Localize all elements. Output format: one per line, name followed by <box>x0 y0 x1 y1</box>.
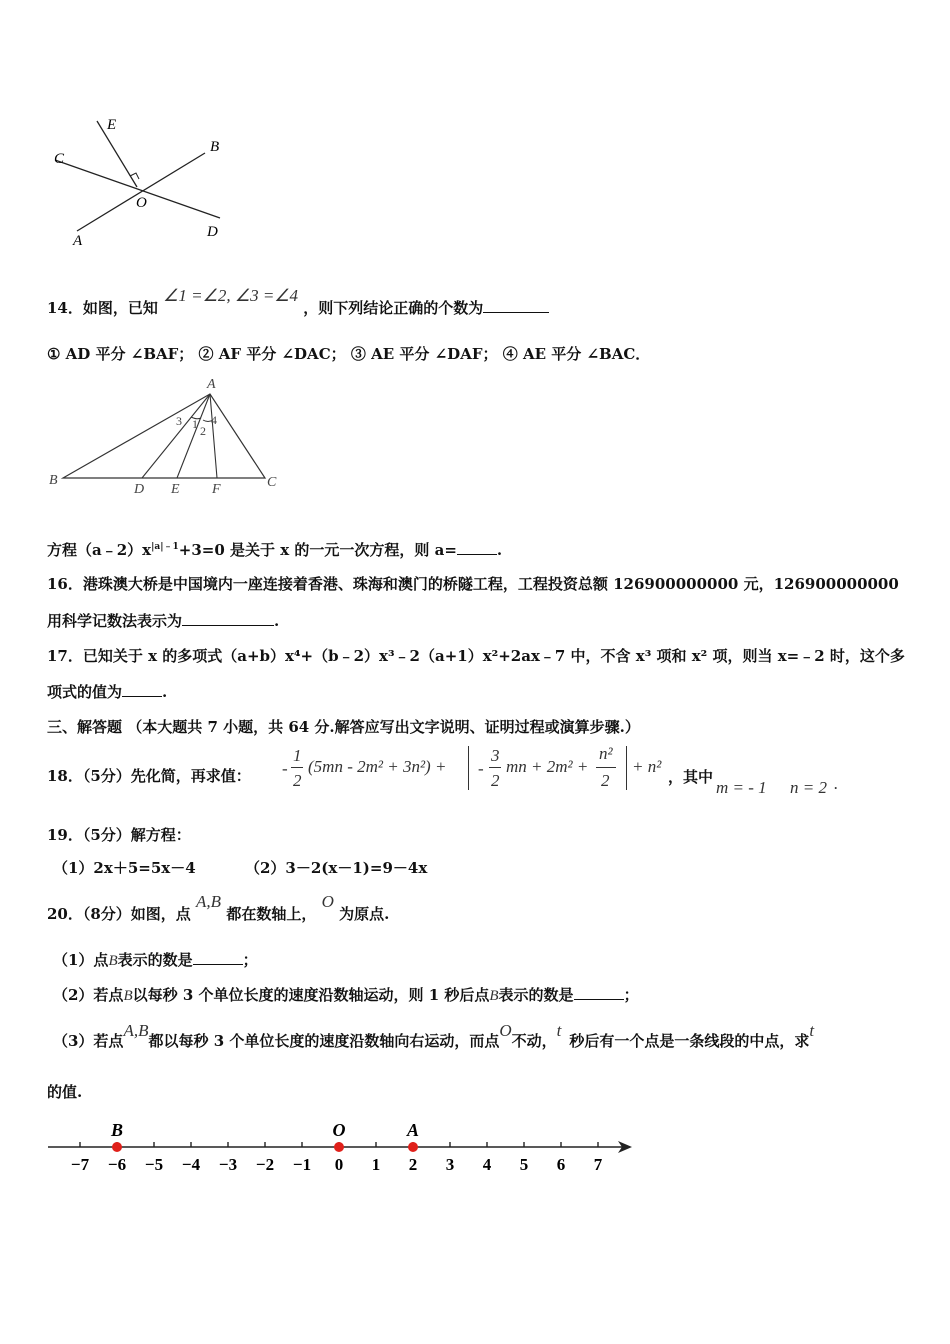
tick-label: 0 <box>334 1155 344 1174</box>
q20-part2: （2）若点B以每秒 3 个单位长度的速度沿数轴运动，则 1 秒后点B表示的数是 ； <box>53 986 639 1004</box>
angle-3: 3 <box>176 414 182 428</box>
answer-blank[interactable] <box>122 682 162 697</box>
point-label-O: O <box>332 1120 346 1140</box>
question-16: 16．港珠澳大桥是中国境内一座连接着香港、珠海和澳门的桥隧工程，工程投资总额 126900000000 元，126900000000 <box>47 575 899 593</box>
q14-condition: ∠1 =∠2, ∠3 =∠4 <box>163 286 299 305</box>
tick-label: −7 <box>70 1155 90 1174</box>
label-E: E <box>171 482 180 497</box>
label-E: E <box>107 117 117 133</box>
label-D: D <box>134 482 145 497</box>
label-D: D <box>207 224 218 240</box>
q20-part1: （1）点B表示的数是 ； <box>53 951 258 969</box>
tick-label: 4 <box>482 1155 492 1174</box>
q14-options: ① AD 平分 ∠BAF； ② AF 平分 ∠DAC； ③ AE 平分 ∠DAF； ④ AE 平分 ∠BAC． <box>47 345 651 363</box>
q19-part2: （2）3－2(x－1)=9－4x <box>245 859 428 877</box>
point-label-B: B <box>110 1120 124 1140</box>
tick-label: 2 <box>408 1155 418 1174</box>
answer-blank[interactable] <box>182 611 274 626</box>
angle-1: 1 <box>192 417 198 431</box>
tick-label: 1 <box>371 1155 381 1174</box>
label-A: A <box>73 233 83 249</box>
point-B <box>112 1142 122 1152</box>
q19-part1: （1）2x＋5=5x－4 <box>53 859 196 877</box>
point-A <box>408 1142 418 1152</box>
section-3-heading: 三、解答题 （本大题共 7 小题，共 64 分.解答应写出文字说明、证明过程或演算步骤.） <box>47 718 640 736</box>
question-18: 18．（5分）先化简，再求值： <box>47 767 251 785</box>
tick-label: −3 <box>218 1155 238 1174</box>
label-C: C <box>267 475 277 490</box>
label-O: O <box>136 195 147 211</box>
question-15: 方程$(a﹣2)x^{|a|﹣1}+3=0$ 是关于 x 的一元一次方程，则 a= . <box>47 541 503 559</box>
tick-label: −2 <box>255 1155 275 1174</box>
question-20: 20．（8分）如图，点 A,B 都在数轴上， O 为原点. <box>47 892 390 923</box>
label-B: B <box>49 473 58 488</box>
label-F: F <box>212 482 221 497</box>
label-A: A <box>207 377 216 392</box>
answer-blank[interactable] <box>457 540 497 555</box>
tick-label: 5 <box>519 1155 529 1174</box>
tick-label: −5 <box>144 1155 164 1174</box>
question-16-line2: 用科学记数法表示为 . <box>47 612 280 630</box>
label-C: C <box>54 151 65 167</box>
answer-blank[interactable] <box>193 950 243 965</box>
angle-4: 4 <box>211 413 217 427</box>
tick-label: −4 <box>181 1155 201 1174</box>
number-line <box>40 1115 640 1185</box>
q20-part3: （3）若点A,B都以每秒 3 个单位长度的速度沿数轴向右运动，而点O不动，t秒后有一个点是一条线段的中点，求t <box>53 1021 815 1050</box>
angle-2: 2 <box>200 424 206 438</box>
point-label-A: A <box>406 1120 420 1140</box>
point-O <box>334 1142 344 1152</box>
q20-part3-line2: 的值. <box>47 1083 83 1101</box>
question-17-line2: 项式的值为 . <box>47 683 168 701</box>
tick-label: 7 <box>593 1155 603 1174</box>
question-14: 14．如图，已知 ∠1 =∠2, ∠3 =∠4 ，则下列结论正确的个数为 <box>47 298 549 318</box>
tick-label: 6 <box>556 1155 566 1174</box>
label-B: B <box>210 139 220 155</box>
angle-figure-13 <box>45 105 235 255</box>
question-17: 17．已知关于 x 的多项式（a+b）x⁴+（b﹣2）x³﹣2（a+1）x²+2ax﹣7 中，不含 x³ 项和 x² 项，则当 x=﹣2 时，这个多 <box>47 647 905 665</box>
tick-label: −6 <box>107 1155 127 1174</box>
answer-blank[interactable] <box>574 985 624 1000</box>
question-19: 19．（5分）解方程： <box>47 826 191 844</box>
tick-label: −1 <box>292 1155 312 1174</box>
q18-expression: - 1 2 (5mn - 2m² + 3n²) + - 3 2 mn + 2m² + n² 2 + n² ，其中 m = - 1 n = 2 . <box>282 744 839 797</box>
triangle-figure-14 <box>45 372 285 497</box>
tick-label: 3 <box>445 1155 455 1174</box>
answer-blank[interactable] <box>483 298 549 313</box>
